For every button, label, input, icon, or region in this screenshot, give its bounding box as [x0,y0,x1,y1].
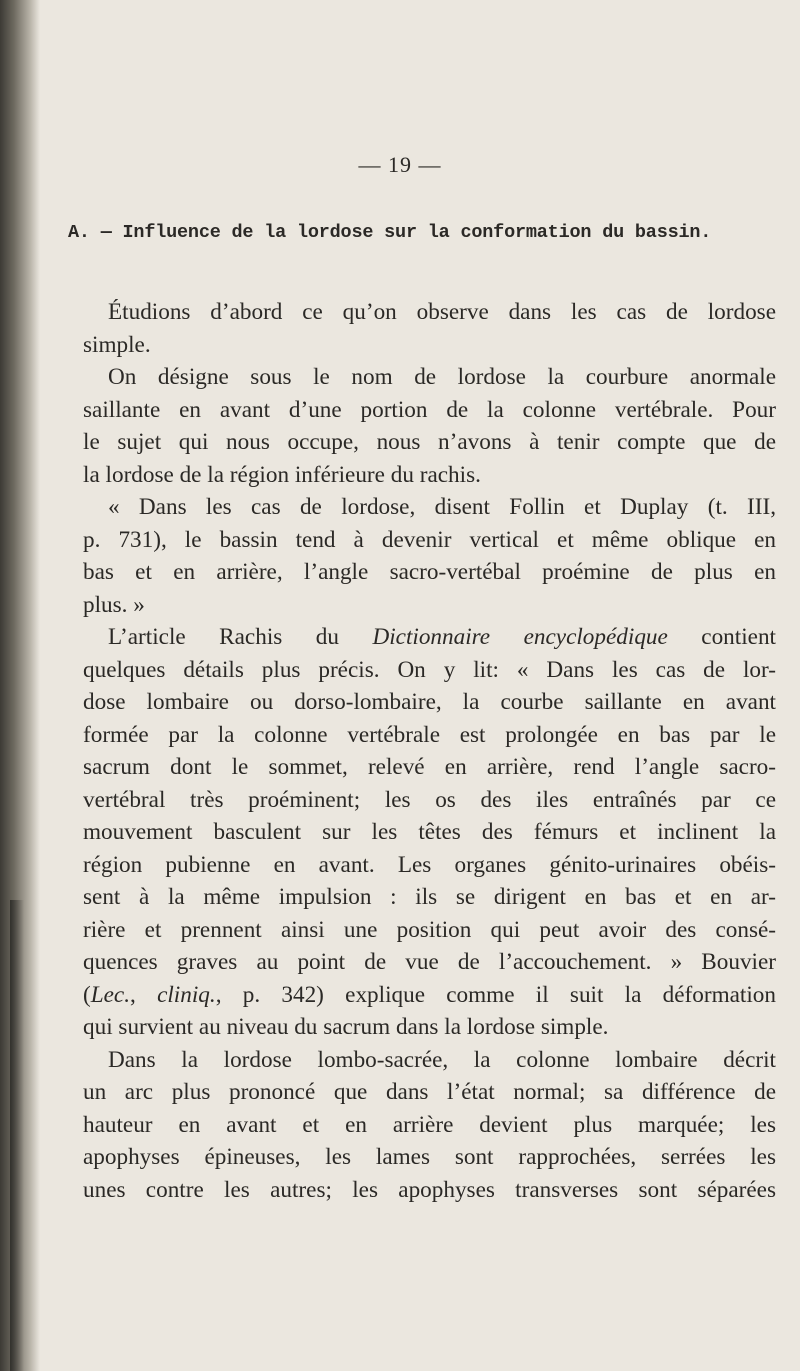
text-line: quelques détails plus précis. On y lit: « Dans les cas de lor- [83,656,776,683]
text-fragment: , p. 342) explique comme il suit la déformation [215,981,776,1008]
text-line: Étudions d’abord ce qu’on observe dans les cas de lordose [108,299,776,325]
text-line: hauteur en avant et en arrière devient plus marquée; les [83,1111,776,1138]
text-fragment: ( [83,981,91,1008]
text-line: un arc plus prononcé que dans l’état normal; sa différence de [83,1079,776,1105]
paragraph-2 [58,361,776,491]
page-number: — 19 — [358,152,442,177]
text-line [58,621,776,654]
text-line: quences graves au point de vue de l’accouchement. » Bouvier [83,949,776,975]
paragraph-5 [58,1044,776,1207]
text-fragment: , [130,981,158,1008]
text-fragment: contient [667,624,776,650]
text-line: la lordose de la région inférieure du rachis. [83,461,481,488]
text-line: sent à la même impulsion : ils se dirigent en bas et en ar- [83,884,776,910]
text-line: qui survient au niveau du sacrum dans la lordose simple. [83,1014,609,1040]
text-line: saillante en avant d’une portion de la colonne vertébrale. Pour [83,396,776,423]
text-line: unes contre les autres; les apophyses transverses sont séparées [83,1176,776,1203]
text-line: le sujet qui nous occupe, nous n’avons à tenir compte que de [83,429,776,455]
citation-title: cliniq. [157,981,216,1008]
paragraph-4 [58,621,776,1044]
text-line: rière et prennent ainsi une position qui peut avoir des consé- [83,916,776,943]
text-line: région pubienne en avant. Les organes génito-urinaires obéis- [83,851,776,878]
section-heading: A. — Influence de la lordose sur la conformation du bassin. [68,222,712,243]
text-line: formée par la colonne vertébrale est prolongée en bas par le [83,721,776,748]
paragraph-3-quotation [58,491,776,621]
text-line: plus. » [83,591,145,618]
text-line: mouvement basculent sur les têtes des fémurs et inclinent la [83,819,776,845]
text-line: apophyses épineuses, les lames sont rapprochées, serrées les [83,1144,776,1170]
text-line: simple. [83,331,151,358]
text-line [58,979,776,1012]
page-binding-shadow-inner [10,900,24,1371]
text-line: dose lombaire ou dorso-lombaire, la courbe saillante en avant [83,689,776,715]
text-line: vertébral très proéminent; les os des iles entraînés par ce [83,786,776,813]
text-line: Dans la lordose lombo-sacrée, la colonne lombaire décrit [108,1046,776,1073]
text-fragment: L’article Rachis du [108,624,373,650]
text-line: « Dans les cas de lordose, disent Follin et Duplay (t. III, [108,494,776,520]
text-line: sacrum dont le sommet, relevé en arrière, rend l’angle sacro- [83,754,776,780]
text-line: On désigne sous le nom de lordose la courbure anormale [108,364,776,390]
paragraph-1 [58,296,776,361]
text-line: bas et en arrière, l’angle sacro-vertébal proémine de plus en [83,559,776,585]
text-line: p. 731), le bassin tend à devenir vertical et même oblique en [83,526,776,553]
body-text [58,296,776,1206]
book-title: Dictionnaire encyclopédique [372,624,668,650]
citation-title: Lec. [90,981,131,1008]
